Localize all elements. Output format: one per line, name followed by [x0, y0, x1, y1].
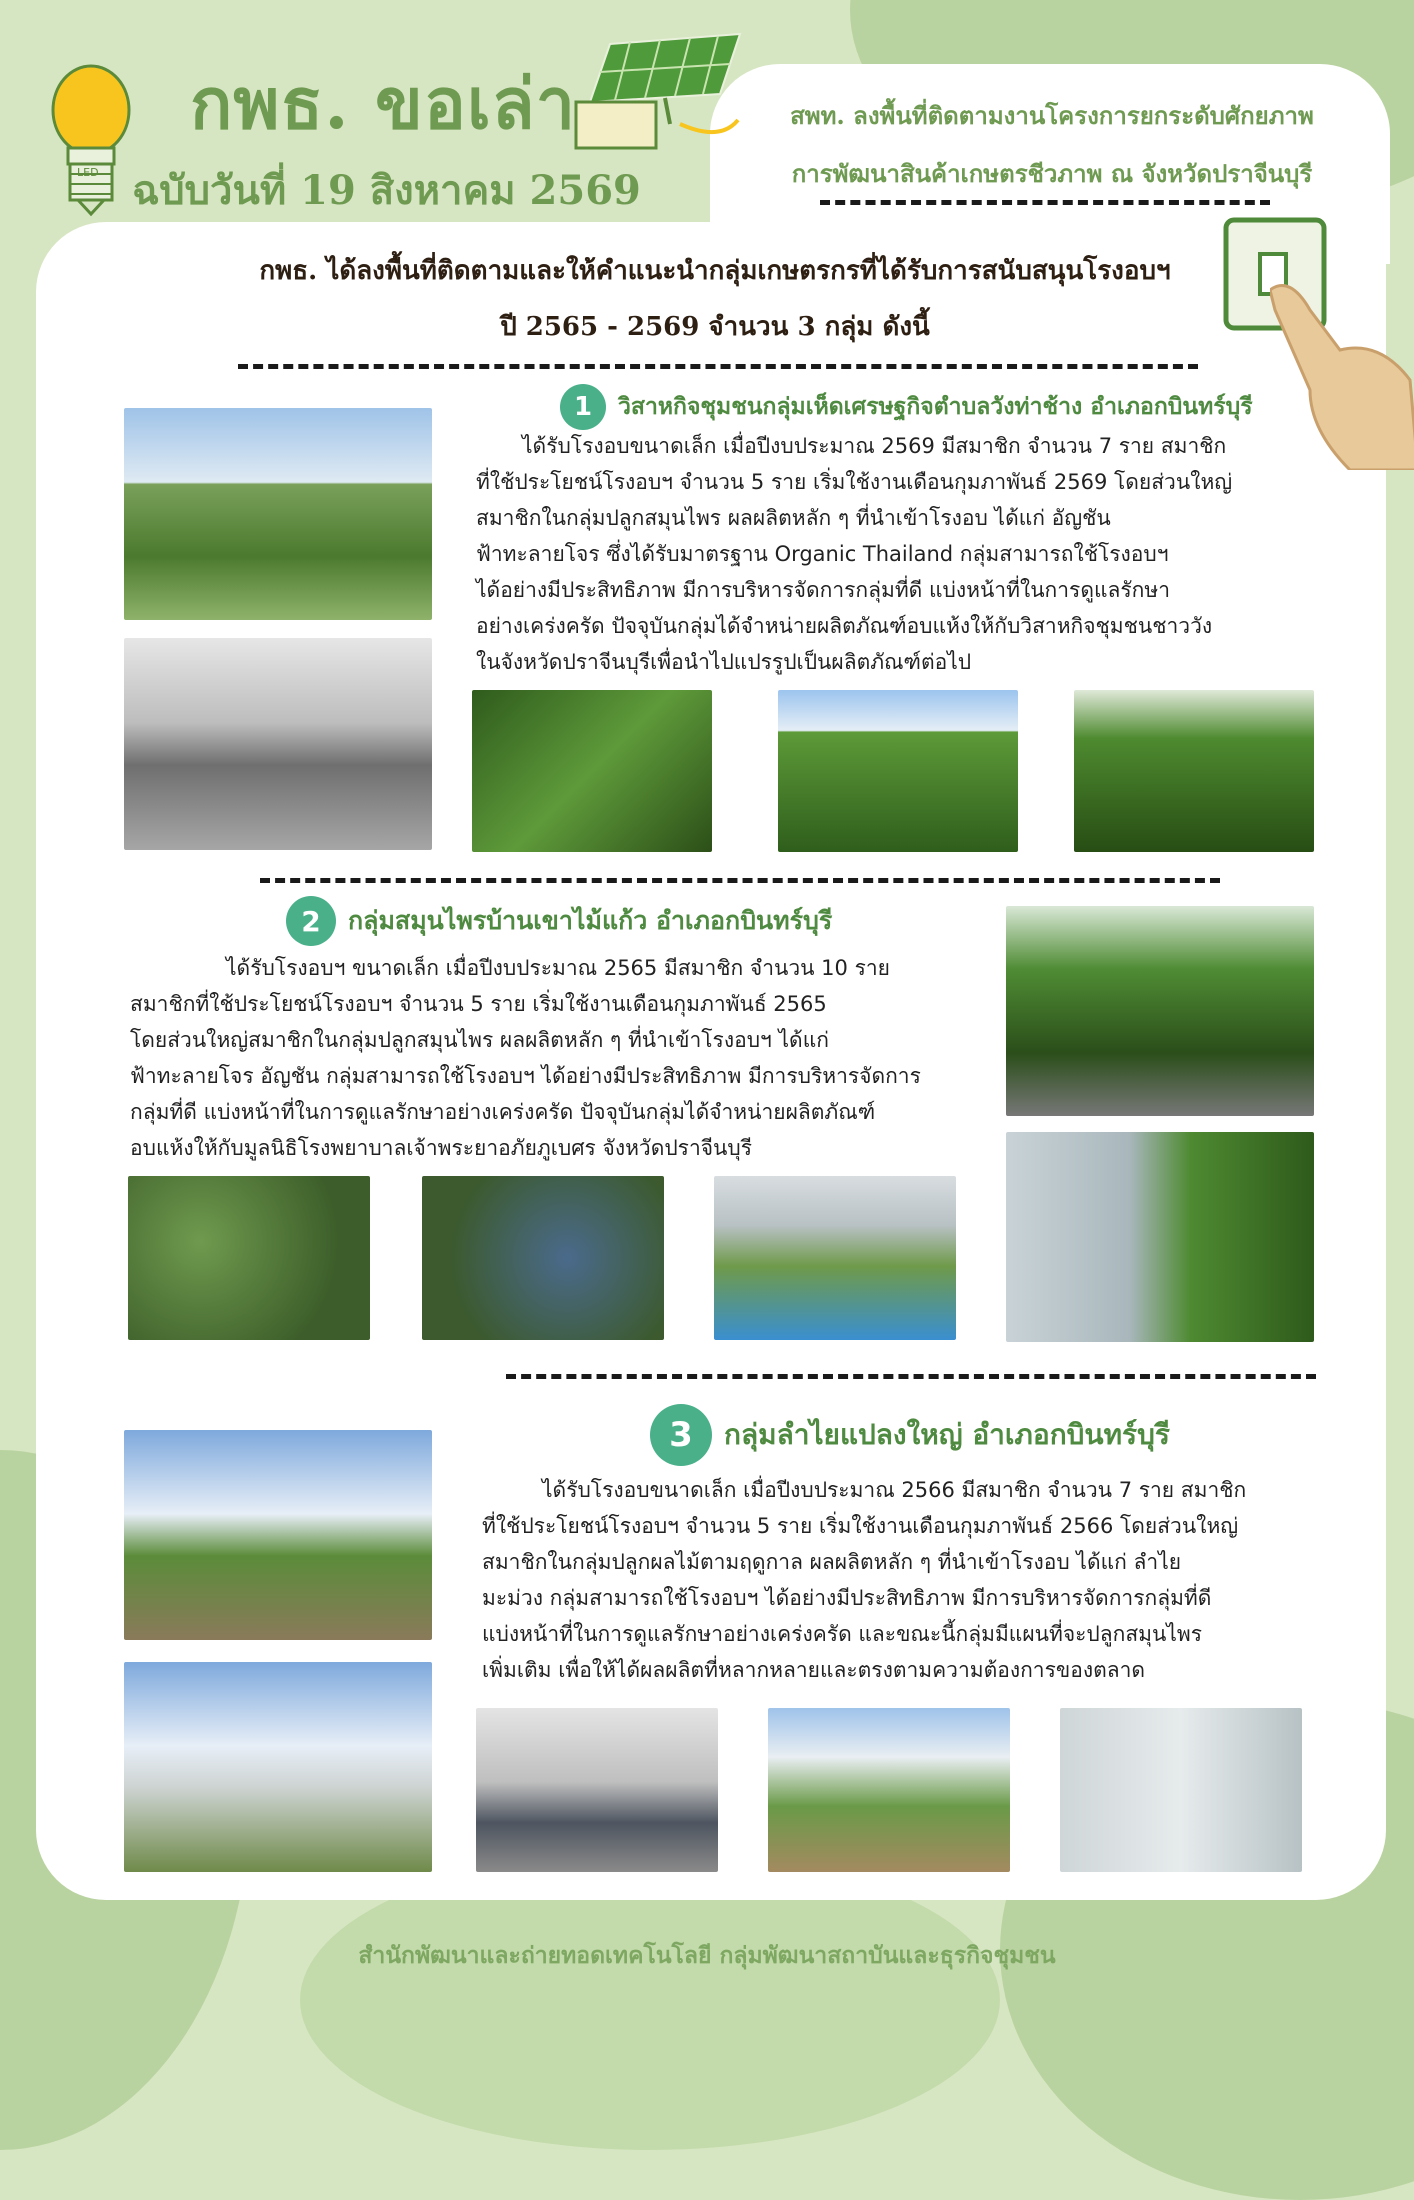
section-3-body: [482, 1472, 1246, 1688]
section-title: กลุ่มลำไยแปลงใหญ่ อำเภอกบินทร์บุรี: [724, 1418, 1170, 1451]
section-number-badge: 2: [286, 896, 336, 946]
photo-group-at-greenhouse: [124, 1430, 432, 1640]
intro-line-2: ปี 2565 - 2569 จำนวน 3 กลุ่ม ดังนี้: [500, 312, 930, 342]
photo-drying-trays: [714, 1176, 956, 1340]
section-number-badge: 1: [560, 384, 606, 430]
text-line: ที่ใช้ประโยชน์โรงอบฯ จำนวน 5 ราย เริ่มใช้งานเดือนกุมภาพันธ์ 2569 โดยส่วนใหญ่: [476, 470, 1233, 494]
text-line: ได้รับโรงอบขนาดเล็ก เมื่อปีงบประมาณ 2566 มีสมาชิก จำนวน 7 ราย สมาชิก: [542, 1478, 1247, 1502]
page-title: กพธ. ขอเล่า: [190, 62, 577, 145]
section-3-heading: [650, 1404, 1170, 1466]
intro-line-1: กพธ. ได้ลงพื้นที่ติดตามและให้คำแนะนำกลุ่มเกษตรกรที่ได้รับการสนับสนุนโรงอบฯ: [259, 256, 1171, 286]
text-line: ได้รับโรงอบขนาดเล็ก เมื่อปีงบประมาณ 2569 มีสมาชิก จำนวน 7 ราย สมาชิก: [522, 434, 1227, 458]
text-line: มะม่วง กลุ่มสามารถใช้โรงอบฯ ได้อย่างมีประสิทธิภาพ มีการบริหารจัดการกลุ่มที่ดี: [482, 1586, 1212, 1610]
divider: [506, 1374, 1316, 1379]
photo-herb-plants: [472, 690, 712, 852]
text-line: ได้รับโรงอบฯ ขนาดเล็ก เมื่อปีงบประมาณ 2565 มีสมาชิก จำนวน 10 ราย: [226, 956, 890, 980]
section-1-heading: [560, 384, 1253, 430]
text-line: เพิ่มเติม เพื่อให้ได้ผลผลิตที่หลากหลายและตรงตามความต้องการของตลาด: [482, 1658, 1146, 1682]
photo-drying-flowers: [422, 1176, 664, 1340]
photo-visit-greenhouse: [1006, 1132, 1314, 1342]
text-line: ได้อย่างมีประสิทธิภาพ มีการบริหารจัดการกลุ่มที่ดี แบ่งหน้าที่ในการดูแลรักษา: [476, 578, 1171, 602]
photo-greenhouse-interior: [476, 1708, 718, 1872]
divider: [238, 364, 1198, 369]
issue-date: ฉบับวันที่ 19 สิงหาคม 2569: [132, 167, 641, 214]
section-2-body: [130, 950, 921, 1166]
section-1-body: [476, 428, 1232, 680]
section-title: วิสาหกิจชุมชนกลุ่มเห็ดเศรษฐกิจตำบลวังท่าช้าง อำเภอกบินทร์บุรี: [618, 393, 1253, 420]
led-bulb-icon: [48, 58, 134, 218]
text-line: โดยส่วนใหญ่สมาชิกในกลุ่มปลูกสมุนไพร ผลผลิตหลัก ๆ ที่นำเข้าโรงอบฯ ได้แก่: [130, 1028, 829, 1052]
section-number-badge: 3: [650, 1404, 712, 1466]
solar-panel-icon: [570, 24, 750, 164]
section-2-heading: [286, 896, 832, 946]
photo-greenhouse-exterior: [124, 1662, 432, 1872]
text-line: ฟ้าทะลายโจร ซึ่งได้รับมาตรฐาน Organic Thailand กลุ่มสามารถใช้โรงอบฯ: [476, 542, 1169, 566]
pointing-hand-icon: [1270, 270, 1414, 470]
photo-herb-garden: [1074, 690, 1314, 852]
text-line: สมาชิกที่ใช้ประโยชน์โรงอบฯ จำนวน 5 ราย เริ่มใช้งานเดือนกุมภาพันธ์ 2565: [130, 992, 827, 1016]
footer-text: สำนักพัฒนาและถ่ายทอดเทคโนโลยี กลุ่มพัฒนาสถาบันและธุรกิจชุมชน: [358, 1942, 1056, 1969]
header-right-line-2: การพัฒนาสินค้าเกษตรชีวภาพ ณ จังหวัดปราจีนบุรี: [791, 159, 1313, 188]
photo-herb-rows: [778, 690, 1018, 852]
photo-group-at-greenhouse: [124, 408, 432, 620]
header-right-line-1: สพท. ลงพื้นที่ติดตามงานโครงการยกระดับศักยภาพ: [790, 101, 1314, 130]
photo-member-in-greenhouse: [1060, 1708, 1302, 1872]
section-title: กลุ่มสมุนไพรบ้านเขาไม้แก้ว อำเภอกบินทร์บุรี: [348, 906, 833, 935]
text-line: สมาชิกในกลุ่มปลูกผลไม้ตามฤดูกาล ผลผลิตหลัก ๆ ที่นำเข้าโรงอบ ได้แก่ ลำไย: [482, 1550, 1182, 1574]
text-line: อบแห้งให้กับมูลนิธิโรงพยาบาลเจ้าพระยาอภัยภูเบศร จังหวัดปราจีนบุรี: [130, 1136, 753, 1160]
text-line: แบ่งหน้าที่ในการดูแลรักษาอย่างเคร่งครัด และขณะนี้กลุ่มมีแผนที่จะปลูกสมุนไพร: [482, 1622, 1203, 1646]
divider: [820, 200, 1270, 205]
photo-greenhouse-interior: [124, 638, 432, 850]
text-line: ฟ้าทะลายโจร อัญชัน กลุ่มสามารถใช้โรงอบฯ ได้อย่างมีประสิทธิภาพ มีการบริหารจัดการ: [130, 1064, 921, 1088]
text-line: ในจังหวัดปราจีนบุรีเพื่อนำไปแปรรูปเป็นผลิตภัณฑ์ต่อไป: [476, 650, 972, 674]
text-line: อย่างเคร่งครัด ปัจจุบันกลุ่มได้จำหน่ายผลิตภัณฑ์อบแห้งให้กับวิสาหกิจชุมชนชาววัง: [476, 614, 1213, 638]
text-line: สมาชิกในกลุ่มปลูกสมุนไพร ผลผลิตหลัก ๆ ที่นำเข้าโรงอบ ได้แก่ อัญชัน: [476, 506, 1111, 530]
text-line: กลุ่มที่ดี แบ่งหน้าที่ในการดูแลรักษาอย่างเคร่งครัด ปัจจุบันกลุ่มได้จำหน่ายผลิตภัณฑ์: [130, 1100, 876, 1124]
svg-text:LED: LED: [77, 166, 99, 179]
photo-drying-leaves: [128, 1176, 370, 1340]
photo-group-in-garden: [1006, 906, 1314, 1116]
divider: [260, 878, 1220, 883]
photo-visit-site: [768, 1708, 1010, 1872]
text-line: ที่ใช้ประโยชน์โรงอบฯ จำนวน 5 ราย เริ่มใช้งานเดือนกุมภาพันธ์ 2566 โดยส่วนใหญ่: [482, 1514, 1239, 1538]
